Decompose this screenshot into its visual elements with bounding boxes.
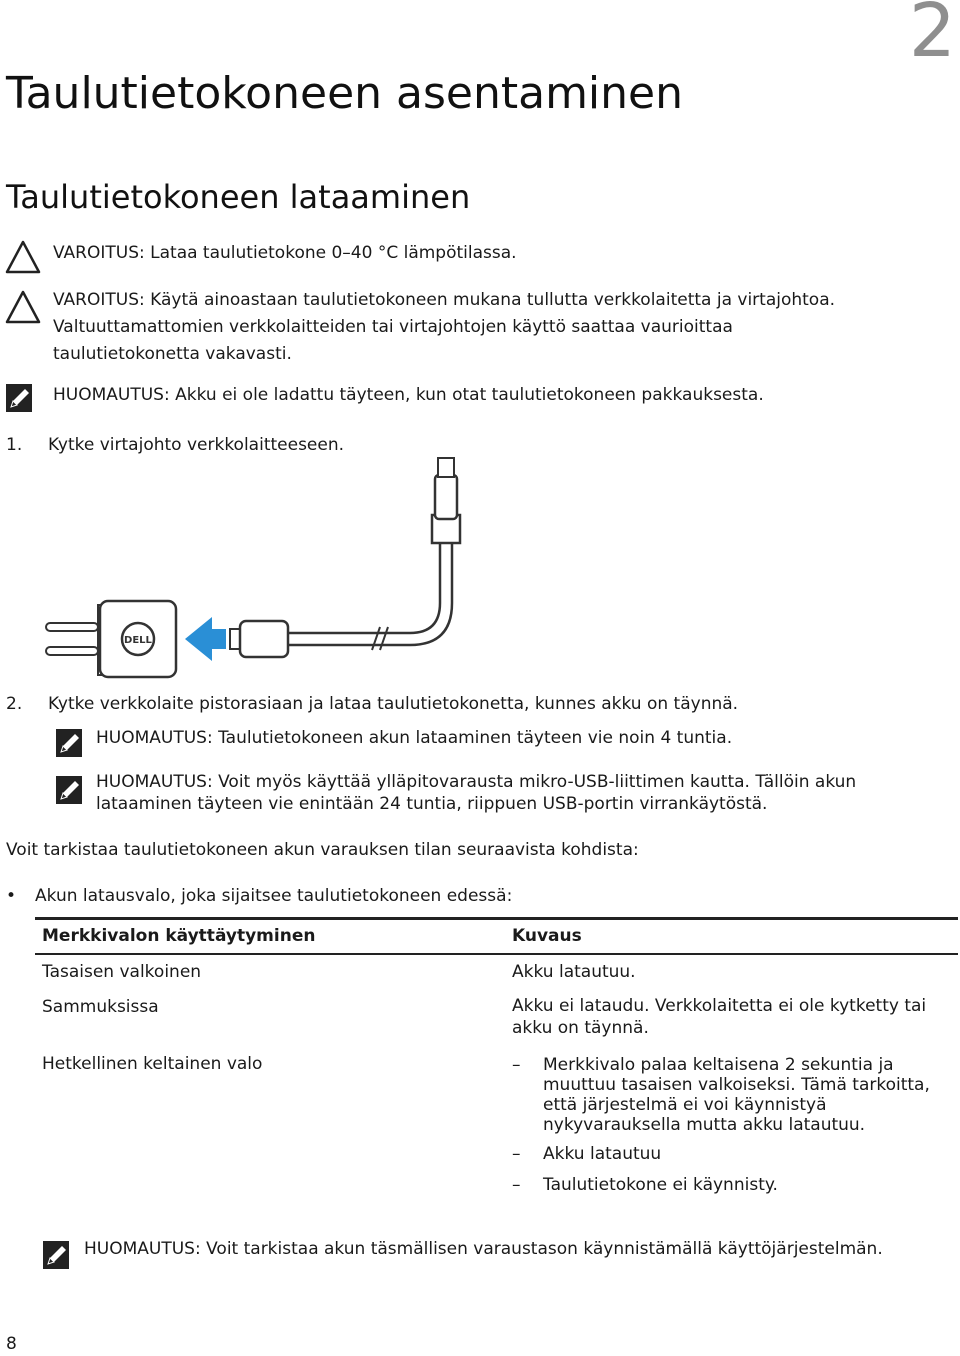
step-1-number: 1. [6,435,23,455]
note-text: Akku ei ole ladattu täyteen, kun otat taulutietokoneen pakkauksesta. [175,385,764,405]
dash-mark: – [512,1055,521,1075]
note-pencil-icon [5,383,33,413]
note-pencil-icon [55,728,83,758]
note-text-line1: Voit myös käyttää ylläpitovarausta mikro-USB-liittimen kautta. Tällöin akun [218,772,857,792]
description-line: Taulutietokone ei käynnisty. [543,1175,778,1195]
charger-figure [40,455,480,685]
table-cell-behavior: Hetkellinen keltainen valo [42,1054,263,1074]
step-1-text: Kytke virtajohto verkkolaitteeseen. [48,435,345,455]
note-3 [96,771,856,815]
description-line: muuttuu tasaisen valkoiseksi. Tämä tarkoitta, [543,1075,930,1095]
note-label: HUOMAUTUS: [84,1239,201,1259]
note-text: Taulutietokoneen akun lataaminen täyteen vie noin 4 tuntia. [218,728,733,748]
table-header-description: Kuvaus [512,926,582,946]
warning-triangle-icon [5,240,41,274]
page-number: 8 [6,1334,17,1354]
note-2 [96,726,732,750]
description-line: Merkkivalo palaa keltaisena 2 sekuntia ja [543,1055,894,1075]
note-label: HUOMAUTUS: [96,728,213,748]
table-top-rule [35,917,958,920]
intro-text: Voit tarkistaa taulutietokoneen akun varauksen tilan seuraavista kohdista: [6,840,639,860]
note-label: HUOMAUTUS: [96,772,213,792]
table-cell-description [512,995,926,1039]
description-list-item [512,1175,778,1195]
description-line: nykyvarauksella mutta akku latautuu. [543,1115,866,1135]
section-title: Taulutietokoneen lataaminen [6,178,471,216]
description-line: Akku latautuu [543,1144,662,1164]
note-1 [53,383,764,407]
dash-mark: – [512,1175,521,1195]
dell-logo-text: DELL [124,635,152,646]
chapter-number: 2 [908,0,956,74]
description-line: että järjestelmä ei voi käynnistyä [543,1095,827,1115]
warning-2 [53,287,835,368]
warning-triangle-icon [5,290,41,324]
warning-text-line3: taulutietokonetta vakavasti. [53,344,292,364]
bullet-mark: • [6,886,17,906]
page-title: Taulutietokoneen asentaminen [6,68,683,119]
note-label: HUOMAUTUS: [53,385,170,405]
step-2-text: Kytke verkkolaite pistorasiaan ja lataa taulutietokonetta, kunnes akku on täynnä. [48,694,739,714]
description-list-item [512,1055,952,1135]
description-list-item [512,1144,661,1164]
warning-label: VAROITUS: [53,290,145,310]
description-line: akku on täynnä. [512,1018,649,1038]
insert-arrow-icon [185,617,226,661]
step-2-number: 2. [6,694,23,714]
note-pencil-icon [55,775,83,805]
warning-1 [53,240,517,267]
table-header-behavior: Merkkivalon käyttäytyminen [42,926,316,946]
warning-text-line1: Käytä ainoastaan taulutietokoneen mukana tullutta verkkolaitetta ja virtajohtoa. [150,290,836,310]
table-cell-behavior: Sammuksissa [42,997,159,1017]
table-header-rule [35,953,958,955]
description-line: Akku ei lataudu. Verkkolaitetta ei ole kytketty tai [512,996,927,1016]
note-text: Voit tarkistaa akun täsmällisen varaustason käynnistämällä käyttöjärjestelmän. [206,1239,883,1259]
table-cell-description: Akku latautuu. [512,962,636,982]
warning-label: VAROITUS: [53,243,145,263]
dash-mark: – [512,1144,521,1164]
warning-text-line2: Valtuuttamattomien verkkolaitteiden tai virtajohtojen käyttö saattaa vaurioittaa [53,317,733,337]
note-pencil-icon [42,1240,70,1270]
warning-text: Lataa taulutietokone 0–40 °C lämpötilassa. [150,243,517,263]
table-cell-behavior: Tasaisen valkoinen [42,962,202,982]
note-4 [84,1237,883,1261]
bullet-text: Akun latausvalo, joka sijaitsee taulutietokoneen edessä: [35,886,513,906]
note-text-line2: lataaminen täyteen vie enintään 24 tuntia, riippuen USB-portin virrankäytöstä. [96,794,768,814]
